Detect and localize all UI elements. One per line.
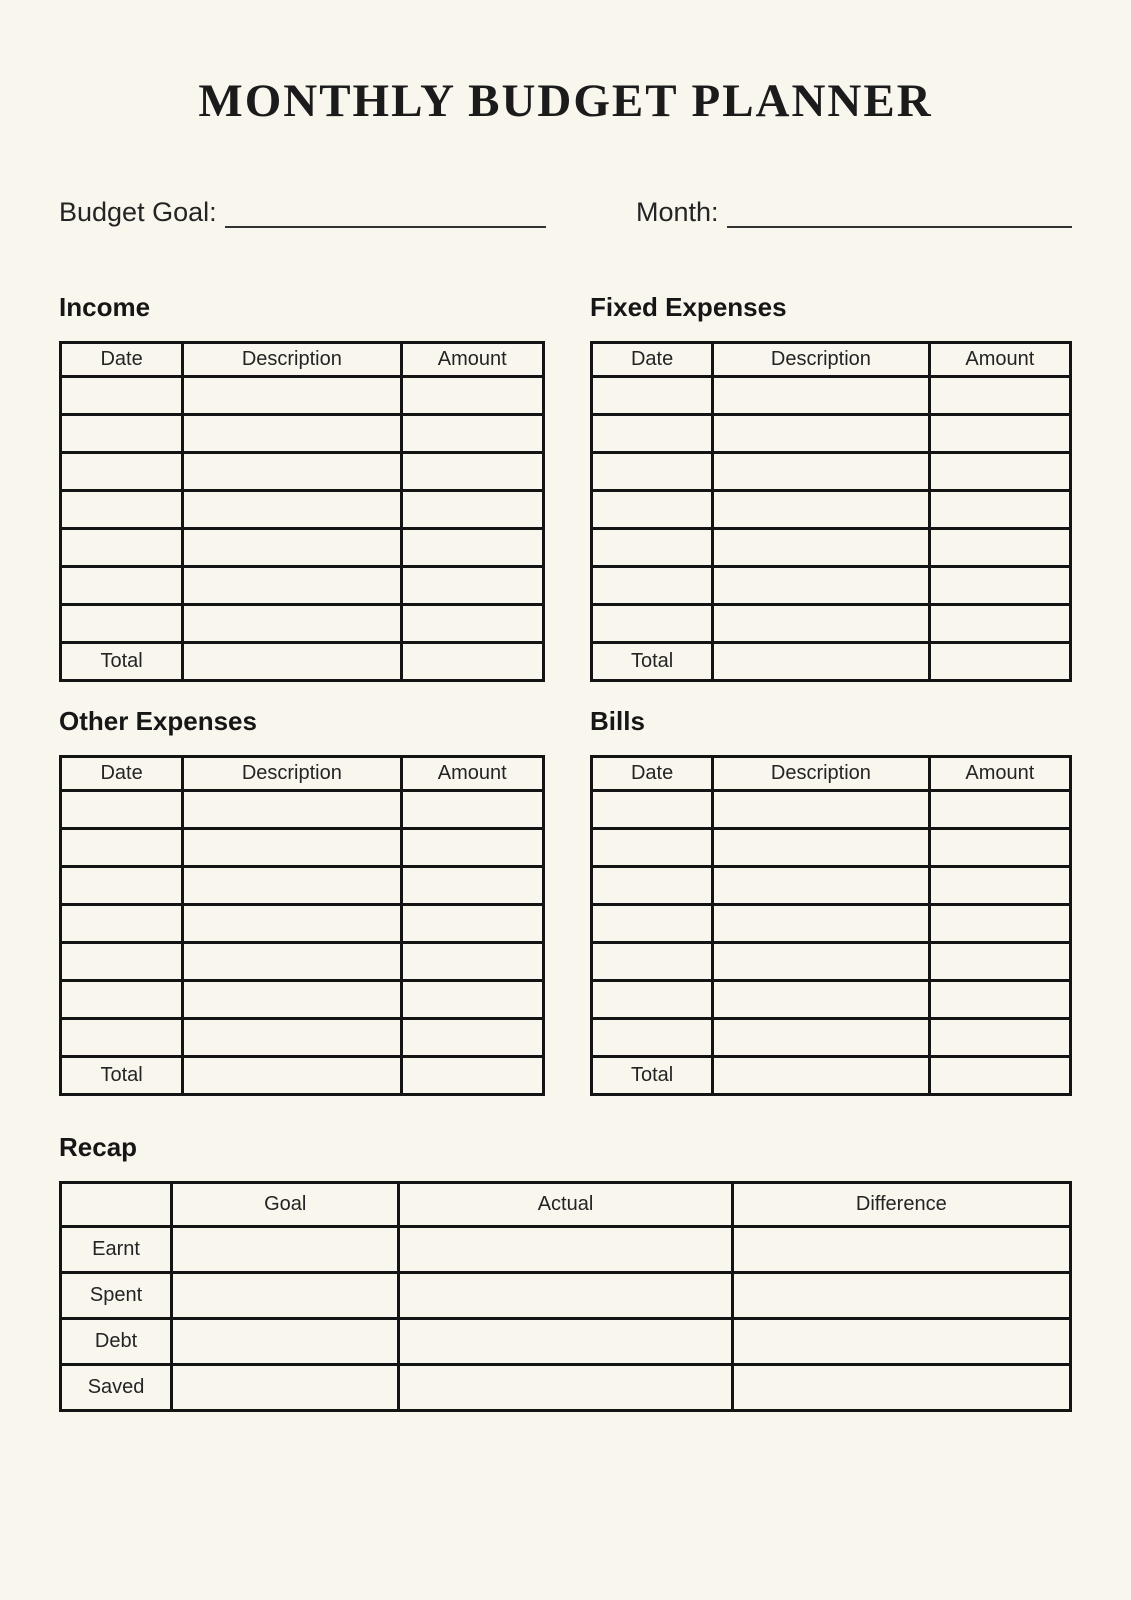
goal-cell[interactable]	[172, 1319, 399, 1365]
difference-cell[interactable]	[732, 1227, 1070, 1273]
bills-date-header: Date	[592, 757, 713, 791]
description-cell[interactable]	[713, 981, 930, 1019]
amount-cell[interactable]	[929, 491, 1070, 529]
date-cell[interactable]	[592, 905, 713, 943]
recap-header-row	[61, 1183, 1071, 1227]
income-row	[61, 491, 544, 529]
income-amount-header: Amount	[401, 343, 544, 377]
date-cell[interactable]	[61, 567, 183, 605]
date-cell[interactable]	[61, 605, 183, 643]
other-expenses-row	[61, 867, 544, 905]
bills-heading: Bills	[590, 706, 645, 737]
actual-cell[interactable]	[399, 1227, 732, 1273]
description-cell[interactable]	[183, 491, 401, 529]
income-heading: Income	[59, 292, 151, 323]
amount-cell[interactable]	[929, 605, 1070, 643]
date-cell[interactable]	[592, 981, 713, 1019]
other-expenses-row	[61, 981, 544, 1019]
amount-cell[interactable]	[929, 1019, 1070, 1057]
income-description-header: Description	[183, 343, 401, 377]
recap-spent-row	[61, 1273, 1071, 1319]
tables-grid	[59, 228, 1072, 1096]
date-cell[interactable]	[592, 1019, 713, 1057]
description-cell[interactable]	[183, 415, 401, 453]
bills-row	[592, 867, 1071, 905]
fixed-expenses-date-header: Date	[592, 343, 713, 377]
fixed-expenses-table	[590, 341, 1072, 682]
description-cell[interactable]	[183, 981, 401, 1019]
amount-cell[interactable]	[929, 981, 1070, 1019]
description-cell[interactable]	[183, 905, 401, 943]
fixed-expenses-heading: Fixed Expenses	[590, 292, 787, 323]
month-field	[636, 192, 1072, 228]
income-header-row	[61, 343, 544, 377]
bills-total-row	[592, 1057, 1071, 1095]
amount-cell[interactable]	[929, 529, 1070, 567]
recap-difference-header: Difference	[732, 1183, 1070, 1227]
difference-cell[interactable]	[732, 1319, 1070, 1365]
description-cell[interactable]	[713, 529, 930, 567]
bills-row	[592, 1019, 1071, 1057]
other-expenses-row	[61, 943, 544, 981]
other-expenses-row	[61, 791, 544, 829]
amount-cell[interactable]	[401, 905, 544, 943]
description-cell[interactable]	[713, 605, 930, 643]
date-cell[interactable]	[592, 605, 713, 643]
date-cell[interactable]	[61, 377, 183, 415]
date-cell[interactable]	[592, 867, 713, 905]
fill-in-fields-row	[59, 185, 1072, 228]
recap-earnt-row	[61, 1227, 1071, 1273]
other-expenses-total-label: Total	[61, 1057, 183, 1095]
budget-goal-label: Budget Goal:	[59, 196, 217, 227]
amount-cell[interactable]	[401, 867, 544, 905]
bills-table	[590, 755, 1072, 1096]
amount-cell[interactable]	[401, 377, 544, 415]
recap-row-label: Spent	[61, 1273, 172, 1319]
amount-cell[interactable]	[401, 829, 544, 867]
income-total-row	[61, 643, 544, 681]
recap-debt-row	[61, 1319, 1071, 1365]
bills-row	[592, 943, 1071, 981]
date-cell[interactable]	[61, 1019, 183, 1057]
fixed-expenses-row	[592, 453, 1071, 491]
bills-total-label: Total	[592, 1057, 713, 1095]
fixed-expenses-total-row	[592, 643, 1071, 681]
left-column	[59, 228, 545, 1096]
recap-row-label: Earnt	[61, 1227, 172, 1273]
date-cell[interactable]	[61, 867, 183, 905]
actual-cell[interactable]	[399, 1273, 732, 1319]
income-row	[61, 377, 544, 415]
date-cell[interactable]	[592, 453, 713, 491]
fixed-expenses-amount-header: Amount	[929, 343, 1070, 377]
total-amount-cell[interactable]	[929, 1057, 1070, 1095]
description-cell[interactable]	[713, 905, 930, 943]
amount-cell[interactable]	[929, 415, 1070, 453]
date-cell[interactable]	[61, 529, 183, 567]
right-column	[590, 228, 1072, 1096]
description-cell[interactable]	[713, 415, 930, 453]
other-expenses-heading: Other Expenses	[59, 706, 257, 737]
other-expenses-date-header: Date	[61, 757, 183, 791]
fixed-expenses-row	[592, 605, 1071, 643]
amount-cell[interactable]	[401, 529, 544, 567]
description-cell[interactable]	[713, 377, 930, 415]
amount-cell[interactable]	[929, 453, 1070, 491]
description-cell[interactable]	[713, 829, 930, 867]
date-cell[interactable]	[592, 377, 713, 415]
date-cell[interactable]	[592, 567, 713, 605]
amount-cell[interactable]	[929, 905, 1070, 943]
income-row	[61, 453, 544, 491]
bills-row	[592, 905, 1071, 943]
goal-cell[interactable]	[172, 1365, 399, 1411]
other-expenses-amount-header: Amount	[401, 757, 544, 791]
recap-heading: Recap	[59, 1132, 138, 1163]
description-cell[interactable]	[183, 1019, 401, 1057]
description-cell[interactable]	[183, 453, 401, 491]
recap-row-label: Saved	[61, 1365, 172, 1411]
description-cell[interactable]	[713, 1019, 930, 1057]
date-cell[interactable]	[61, 415, 183, 453]
description-cell[interactable]	[713, 867, 930, 905]
total-description-cell[interactable]	[183, 1057, 401, 1095]
description-cell[interactable]	[183, 567, 401, 605]
description-cell[interactable]	[183, 605, 401, 643]
month-label: Month:	[636, 196, 719, 227]
bills-row	[592, 791, 1071, 829]
difference-cell[interactable]	[732, 1273, 1070, 1319]
date-cell[interactable]	[61, 981, 183, 1019]
difference-cell[interactable]	[732, 1365, 1070, 1411]
other-expenses-row	[61, 829, 544, 867]
total-amount-cell[interactable]	[401, 643, 544, 681]
amount-cell[interactable]	[401, 791, 544, 829]
other-expenses-row	[61, 905, 544, 943]
total-description-cell[interactable]	[183, 643, 401, 681]
fixed-expenses-description-header: Description	[713, 343, 930, 377]
description-cell[interactable]	[713, 491, 930, 529]
date-cell[interactable]	[61, 453, 183, 491]
total-description-cell[interactable]	[713, 643, 930, 681]
income-row	[61, 529, 544, 567]
description-cell[interactable]	[183, 867, 401, 905]
fixed-expenses-total-label: Total	[592, 643, 713, 681]
bills-row	[592, 981, 1071, 1019]
description-cell[interactable]	[713, 791, 930, 829]
date-cell[interactable]	[592, 415, 713, 453]
date-cell[interactable]	[592, 529, 713, 567]
other-expenses-total-row	[61, 1057, 544, 1095]
actual-cell[interactable]	[399, 1319, 732, 1365]
budget-goal-input-line[interactable]	[225, 192, 546, 228]
income-date-header: Date	[61, 343, 183, 377]
total-description-cell[interactable]	[713, 1057, 930, 1095]
date-cell[interactable]	[592, 943, 713, 981]
date-cell[interactable]	[61, 905, 183, 943]
description-cell[interactable]	[183, 943, 401, 981]
budget-goal-field	[59, 192, 546, 228]
month-input-line[interactable]	[727, 192, 1072, 228]
fixed-expenses-header-row	[592, 343, 1071, 377]
recap-actual-header: Actual	[399, 1183, 732, 1227]
recap-row-label: Debt	[61, 1319, 172, 1365]
total-amount-cell[interactable]	[401, 1057, 544, 1095]
fixed-expenses-row	[592, 529, 1071, 567]
amount-cell[interactable]	[401, 943, 544, 981]
description-cell[interactable]	[183, 829, 401, 867]
description-cell[interactable]	[713, 943, 930, 981]
other-expenses-row	[61, 1019, 544, 1057]
fixed-expenses-row	[592, 491, 1071, 529]
amount-cell[interactable]	[929, 867, 1070, 905]
amount-cell[interactable]	[401, 981, 544, 1019]
amount-cell[interactable]	[929, 567, 1070, 605]
total-amount-cell[interactable]	[929, 643, 1070, 681]
amount-cell[interactable]	[401, 1019, 544, 1057]
goal-cell[interactable]	[172, 1227, 399, 1273]
income-row	[61, 567, 544, 605]
recap-goal-header: Goal	[172, 1183, 399, 1227]
bills-amount-header: Amount	[929, 757, 1070, 791]
date-cell[interactable]	[61, 791, 183, 829]
actual-cell[interactable]	[399, 1365, 732, 1411]
date-cell[interactable]	[61, 943, 183, 981]
fixed-expenses-row	[592, 377, 1071, 415]
income-table	[59, 341, 545, 682]
amount-cell[interactable]	[401, 415, 544, 453]
fixed-expenses-row	[592, 415, 1071, 453]
description-cell[interactable]	[713, 567, 930, 605]
recap-corner-cell	[61, 1183, 172, 1227]
fixed-expenses-row	[592, 567, 1071, 605]
description-cell[interactable]	[183, 529, 401, 567]
amount-cell[interactable]	[929, 829, 1070, 867]
date-cell[interactable]	[592, 791, 713, 829]
date-cell[interactable]	[61, 829, 183, 867]
income-row	[61, 605, 544, 643]
amount-cell[interactable]	[401, 605, 544, 643]
recap-table	[59, 1181, 1072, 1412]
date-cell[interactable]	[592, 829, 713, 867]
income-total-label: Total	[61, 643, 183, 681]
amount-cell[interactable]	[929, 377, 1070, 415]
income-row	[61, 415, 544, 453]
date-cell[interactable]	[592, 491, 713, 529]
other-expenses-table	[59, 755, 545, 1096]
description-cell[interactable]	[183, 791, 401, 829]
bills-description-header: Description	[713, 757, 930, 791]
date-cell[interactable]	[61, 491, 183, 529]
bills-header-row	[592, 757, 1071, 791]
other-expenses-description-header: Description	[183, 757, 401, 791]
page-title: MONTHLY BUDGET PLANNER	[198, 75, 933, 127]
recap-saved-row	[61, 1365, 1071, 1411]
amount-cell[interactable]	[929, 943, 1070, 981]
amount-cell[interactable]	[401, 567, 544, 605]
amount-cell[interactable]	[401, 453, 544, 491]
other-expenses-header-row	[61, 757, 544, 791]
goal-cell[interactable]	[172, 1273, 399, 1319]
amount-cell[interactable]	[401, 491, 544, 529]
amount-cell[interactable]	[929, 791, 1070, 829]
description-cell[interactable]	[713, 453, 930, 491]
description-cell[interactable]	[183, 377, 401, 415]
bills-row	[592, 829, 1071, 867]
